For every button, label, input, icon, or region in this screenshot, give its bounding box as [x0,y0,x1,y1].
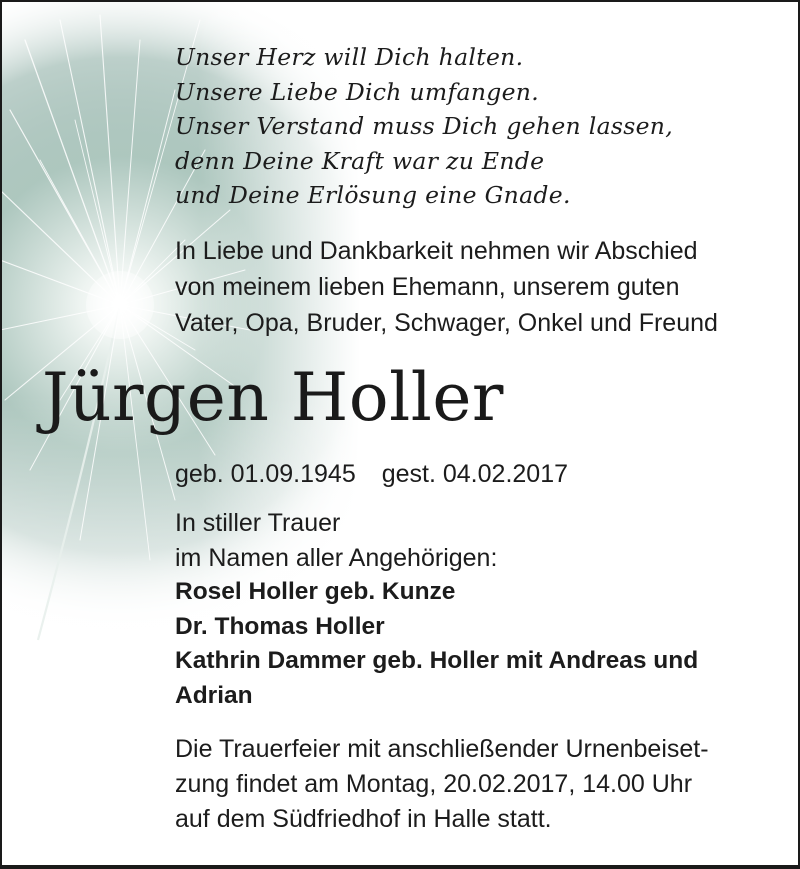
mourners-intro-line: In stiller Trauer [175,509,341,537]
service-line: Die Trauerfeier mit anschließender Urnenbeiset- [175,735,709,763]
intro-line: Vater, Opa, Bruder, Schwager, Onkel und Freund [175,309,718,337]
poem-line: Unsere Liebe Dich umfangen. [175,77,540,106]
birth-date: geb. 01.09.1945 [175,460,356,488]
mourners-intro-line: im Namen aller Angehörigen: [175,543,498,572]
service-line: zung findet am Montag, 20.02.2017, 14.00 Uhr [175,770,693,798]
poem-line: Unser Verstand muss Dich gehen lassen, [175,112,674,140]
mourner-name: Kathrin Dammer geb. Holler mit Andreas und [175,647,699,674]
poem [175,40,673,213]
mourners [175,506,698,713]
poem-line: und Deine Erlösung eine Gnade. [175,181,571,209]
farewell-intro [175,233,718,341]
life-dates [175,457,568,491]
poem-line: denn Deine Kraft war zu Ende [175,146,545,175]
intro-line: In Liebe und Dankbarkeit nehmen wir Abschied [175,237,698,265]
funeral-service-info [175,732,709,837]
intro-line: von meinem lieben Ehemann, unserem guten [175,273,680,301]
mourner-name: Rosel Holler geb. Kunze [175,578,456,605]
mourner-name: Adrian [175,681,253,709]
poem-line: Unser Herz will Dich halten. [175,43,524,71]
deceased-name: Jürgen Holler [42,359,504,436]
service-line: auf dem Südfriedhof in Halle statt. [175,805,552,833]
death-date: gest. 04.02.2017 [381,460,569,488]
mourner-name: Dr. Thomas Holler [175,612,385,640]
